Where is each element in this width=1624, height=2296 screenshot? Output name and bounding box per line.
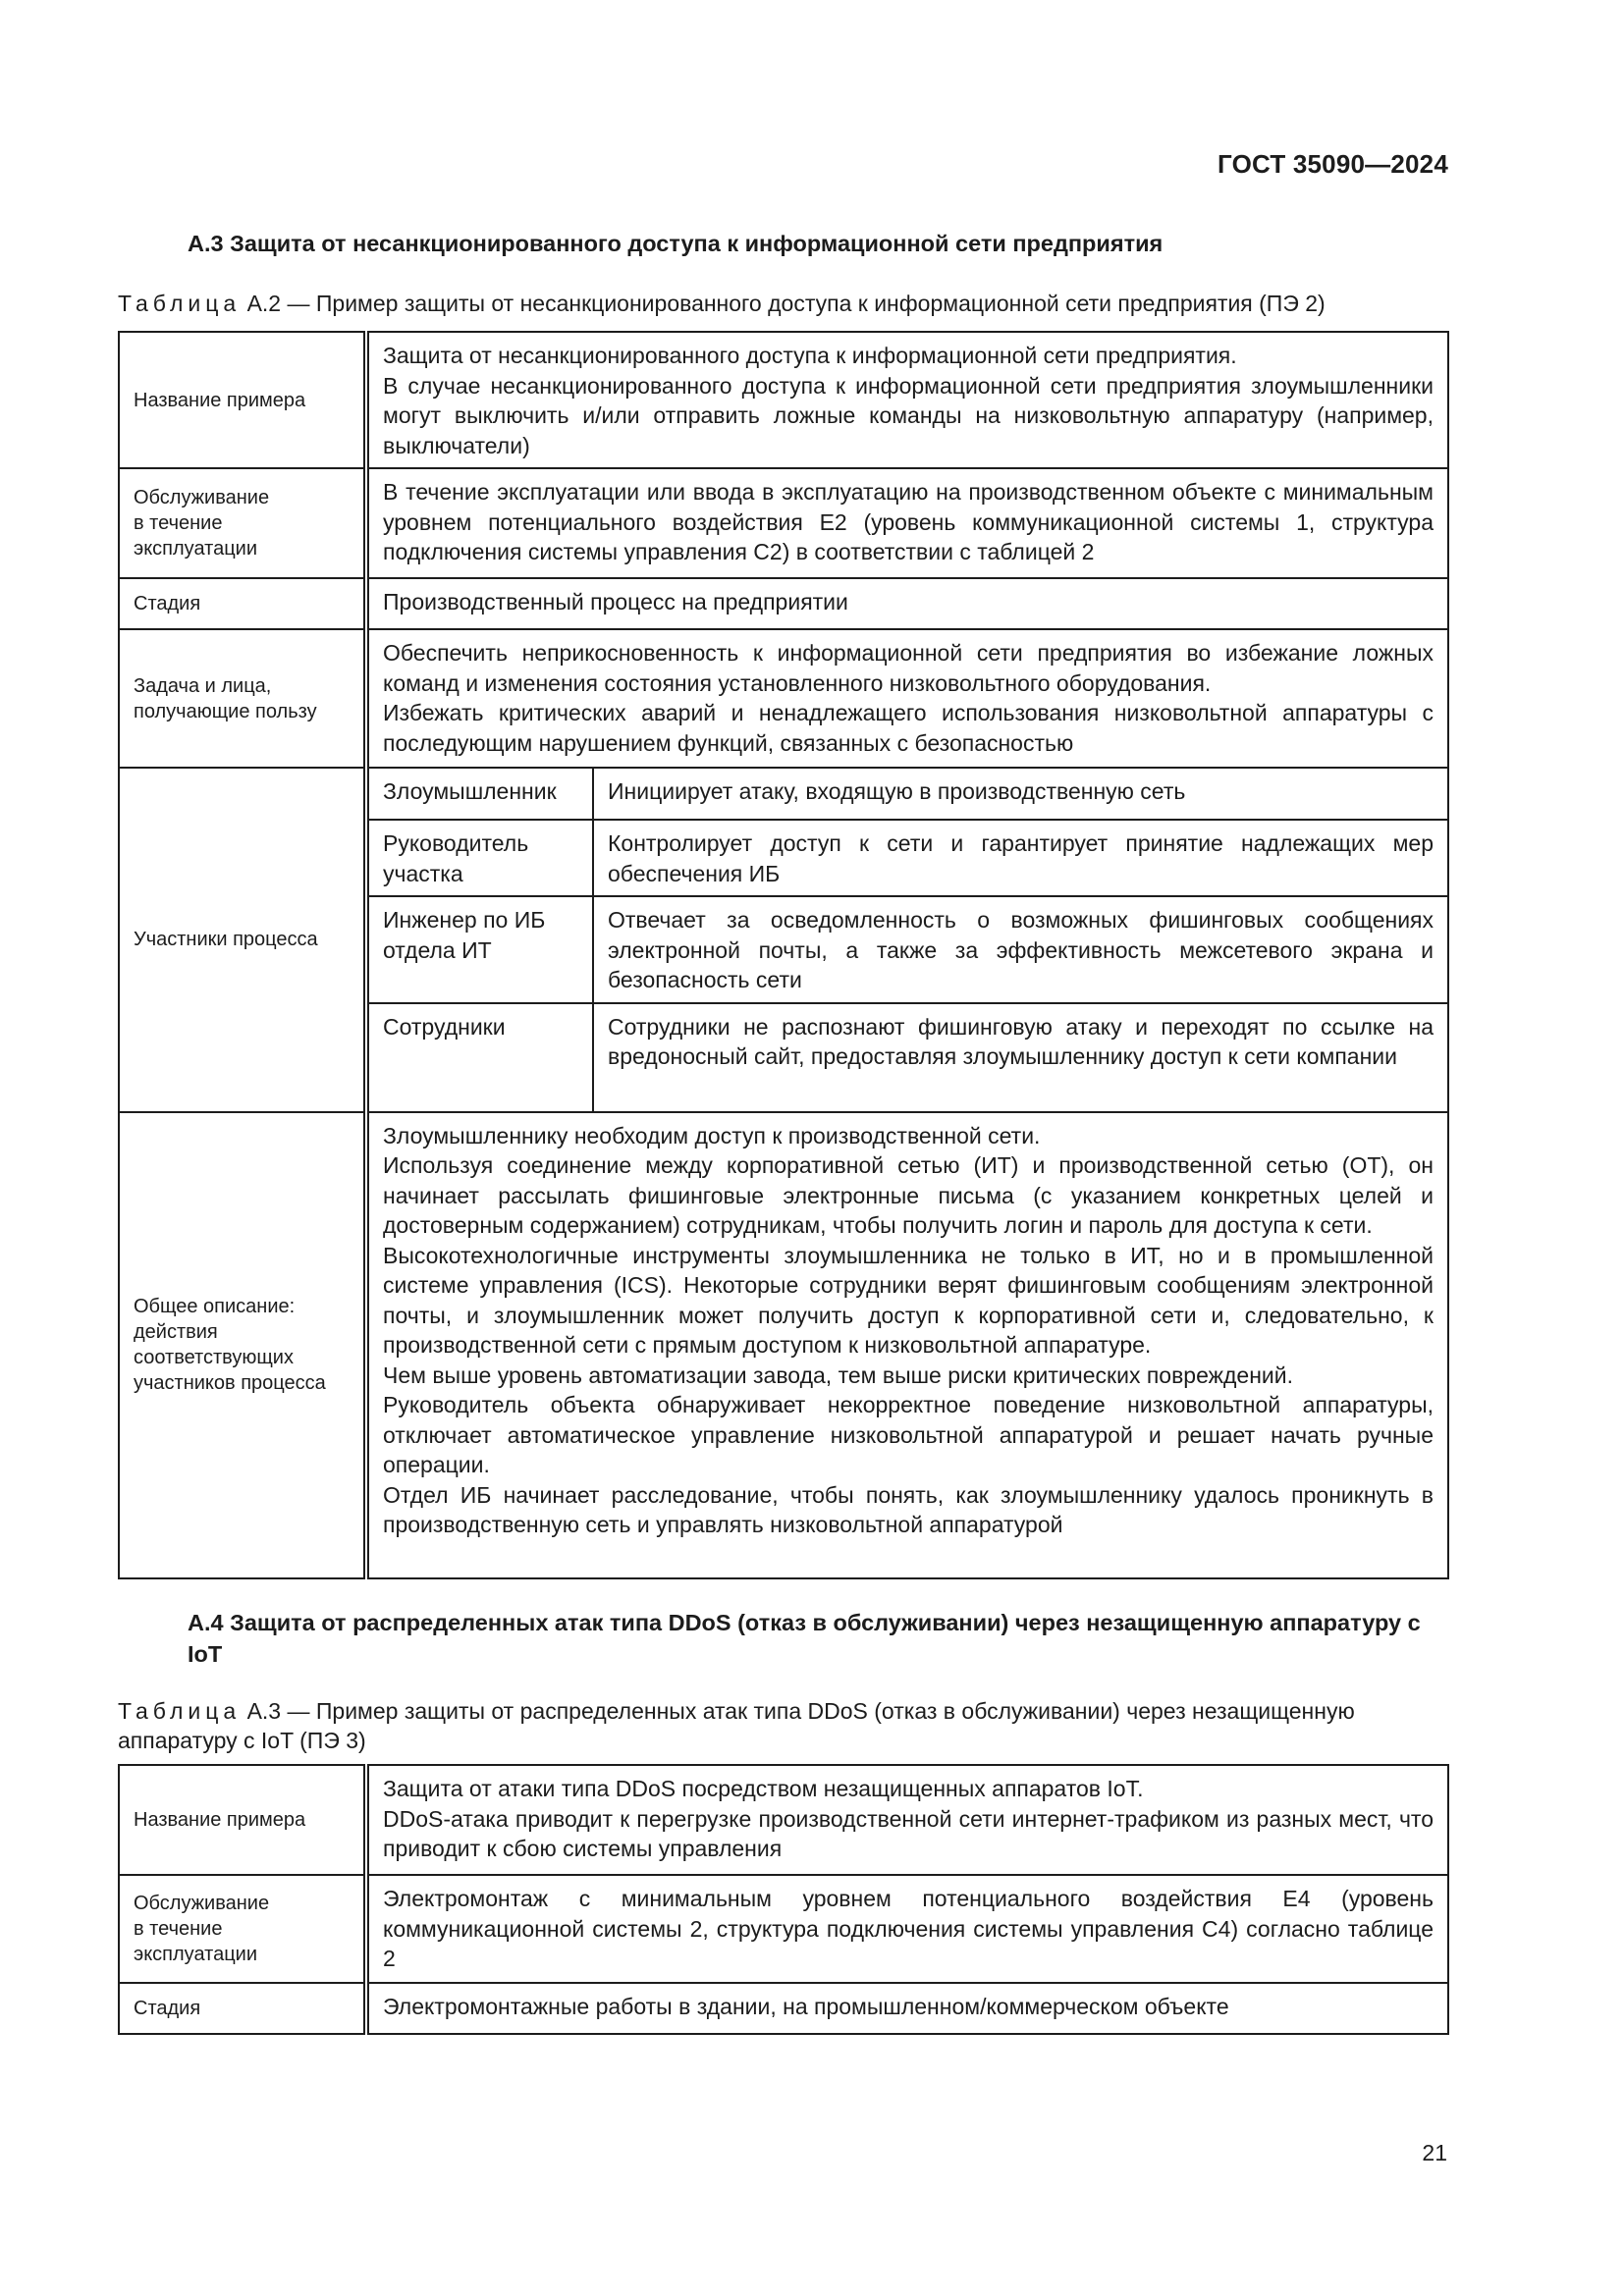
description-label: Общее описание: действия соответствующих участников процесса <box>119 1112 366 1578</box>
role-text: Отвечает за осведомленность о возможных фишинговых сообщениях электронной почты, а также за эффективность межсетевого экрана и безопасность сети <box>593 896 1447 1003</box>
role-text: Контролирует доступ к сети и гарантирует принятие надлежащих мер обеспечения ИБ <box>593 820 1447 896</box>
row-text: Электромонтаж с минимальным уровнем потенциального воздействия E4 (уровень коммуникационной системы 2, структура подключения системы управления C4) согласно таблице 2 <box>366 1875 1448 1983</box>
caption-word: Таблица <box>118 1698 242 1724</box>
role-row <box>369 1003 1447 1111</box>
role-row <box>369 820 1447 896</box>
page-number: 21 <box>1422 2140 1447 2165</box>
row-text: Защита от несанкционированного доступа к информационной сети предприятия. В случае несанкционированного доступа к информационной сети предприятия злоумышленники могут выключить и/или отправить ложные команды на низковольтную аппаратуру (например, выключатели) <box>366 332 1448 468</box>
role-row <box>369 769 1447 820</box>
participants-row <box>119 768 1448 1112</box>
row-text: Защита от атаки типа DDoS посредством незащищенных аппаратов IoT. DDoS-атака приводит к перегрузке производственной сети интернет-трафиком из разных мест, что приводит к сбою системы управления <box>366 1765 1448 1875</box>
caption-text: А.3 — Пример защиты от распределенных атак типа DDoS (отказ в обслуживании) через незащищенную аппаратуру с IoT (ПЭ 3) <box>118 1698 1355 1753</box>
standard-header: ГОСТ 35090—2024 <box>1218 149 1448 179</box>
section-title-a4: А.4 Защита от распределенных атак типа DDoS (отказ в обслуживании) через незащищенную аппаратуру с IoT <box>188 1610 1421 1667</box>
description-row <box>119 1112 1448 1578</box>
table-row <box>119 578 1448 629</box>
row-text: В течение эксплуатации или ввода в эксплуатацию на производственном объекте с минимальным уровнем потенциального воздействия E2 (уровень коммуникационной системы 1, структура подключения системы управления C2) в соответствии с таблицей 2 <box>366 468 1448 578</box>
table-row <box>119 1765 1448 1875</box>
caption-word: Таблица <box>118 291 242 316</box>
row-label: Название примера <box>119 1765 366 1875</box>
role-text: Инициирует атаку, входящую в производственную сеть <box>593 769 1447 820</box>
row-label: Задача и лица, получающие пользу <box>119 629 366 768</box>
row-label: Обслуживание в течение эксплуатации <box>119 1875 366 1983</box>
section-title-a3: А.3 Защита от несанкционированного доступа к информационной сети предприятия <box>188 231 1164 256</box>
participants-label: Участники процесса <box>119 768 366 1112</box>
role-name: Руководитель участка <box>369 820 593 896</box>
table-row <box>119 332 1448 468</box>
role-name: Инженер по ИБ отдела ИТ <box>369 896 593 1003</box>
row-text: Производственный процесс на предприятии <box>366 578 1448 629</box>
table-caption-a3 <box>118 1696 1449 1755</box>
table-row <box>119 629 1448 768</box>
participants-table <box>369 769 1447 1111</box>
participants-cell <box>366 768 1448 1112</box>
row-text: Электромонтажные работы в здании, на промышленном/коммерческом объекте <box>366 1983 1448 2034</box>
row-label: Стадия <box>119 1983 366 2034</box>
table-row <box>119 1983 1448 2034</box>
role-text: Сотрудники не распознают фишинговую атаку и переходят по ссылке на вредоносный сайт, предоставляя злоумышленнику доступ к сети компании <box>608 1013 1434 1069</box>
role-name: Злоумышленник <box>369 769 593 820</box>
row-label: Стадия <box>119 578 366 629</box>
table-row <box>119 468 1448 578</box>
role-name: Сотрудники <box>369 1003 593 1111</box>
table-row <box>119 1875 1448 1983</box>
caption-text: А.2 — Пример защиты от несанкционированного доступа к информационной сети предприятия (ПЭ 2) <box>241 291 1326 316</box>
row-label: Название примера <box>119 332 366 468</box>
table-a2 <box>118 331 1449 1579</box>
row-label: Обслуживание в течение эксплуатации <box>119 468 366 578</box>
table-a3 <box>118 1764 1449 2035</box>
role-row <box>369 896 1447 1003</box>
row-text: Обеспечить неприкосновенность к информационной сети предприятия во избежание ложных команд и изменения состояния установленного низковольтного оборудования. Избежать критических аварий и ненадлежащего использования низковольтной аппаратуры с последующим нарушением функций, связанных с безопасностью <box>366 629 1448 768</box>
table-caption-a2 <box>118 289 1449 318</box>
description-text: Злоумышленнику необходим доступ к производственной сети. Используя соединение между корпоративной сетью (ИТ) и производственной сетью (ОТ), он начинает рассылать фишинговые электронные письма (с указанием конкретных целей и достоверным содержанием) сотрудникам, чтобы получить логин и пароль для доступа к сети. Высокотехнологичные инструменты злоумышленника не только в ИТ, но и в промышленной системе управления (ICS). Некоторые сотрудники верят фишинговым сообщениям электронной почты, и злоумышленник может получить доступ к корпоративной сети и, следовательно, к производственной сети с прямым доступом к низковольтной аппаратуре. Чем выше уровень автоматизации завода, тем выше риски критических повреждений. Руководитель объекта обнаруживает некорректное поведение низковольтной аппаратуры, отключает автоматическое управление низковольтной аппаратурой и решает начать ручные операции. Отдел ИБ начинает расследование, чтобы понять, как злоумышленнику удалось проникнуть в производственную сеть и управлять низковольтной аппаратурой <box>366 1112 1448 1578</box>
